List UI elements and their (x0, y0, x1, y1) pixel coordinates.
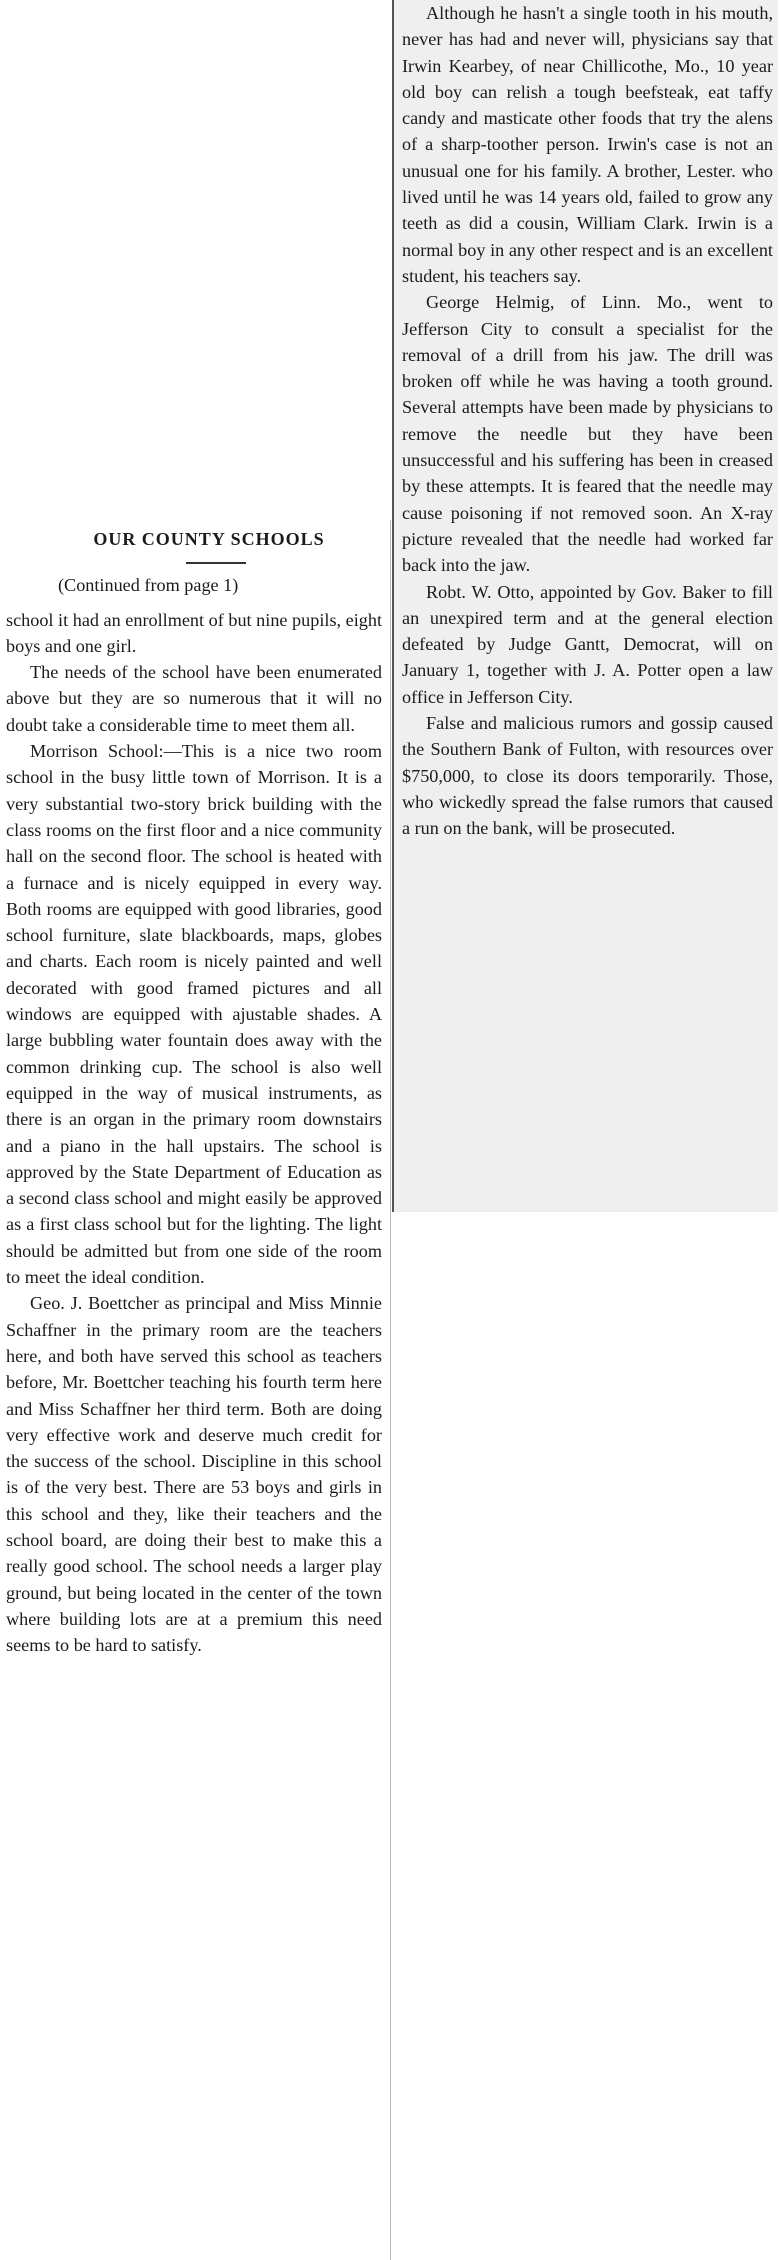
paragraph-morrison-school: Morrison School:—This is a nice two room school in the busy little town of Morrison. It is a very substantial two-story brick building with the class rooms on the first floor and a nice community hall on the second floor. The school is heated with a furnace and is nicely equipped in every way. Both rooms are equipped with good libraries, good school furniture, slate blackboards, maps, globes and charts. Each room is nicely painted and well decorated with good framed pictures and all windows are equipped with ajustable shades. A large bubbling water fountain does away with the common drinking cup. The school is also well equipped in the way of musical instruments, as there is an organ in the primary room downstairs and a piano in the hall upstairs. The school is approved by the State Department of Education as a second class school and might easily be approved as a first class school but for the lighting. The light should be admitted but from one side of the room to meet the ideal condition. (6, 741, 382, 1288)
article-toothless-boy: Although he hasn't a single tooth in his mouth, never has had and never will, physicians say that Irwin Kearbey, of near Chillicothe, Mo., 10 year old boy can relish a tough beefsteak, eat taffy candy and masticate other foods that try the alens of a sharp-toother person. Irwin's case is not an unusual one for his family. A brother, Lester. who lived until he was 14 years old, failed to grow any teeth as did a cousin, William Clark. Irwin is a normal boy in any other respect and is an excellent student, his teachers say. (402, 3, 773, 286)
column-divider (390, 520, 391, 2260)
paragraph-needs: The needs of the school have been enumerated above but they are so numerous that it will no doubt take a considerable time to meet them all. (6, 662, 382, 735)
lead-paragraph: school it had an enrollment of but nine pupils, eight boys and one girl. (6, 609, 382, 656)
headline-rule (186, 562, 246, 564)
article-drill-in-jaw: George Helmig, of Linn. Mo., went to Jefferson City to consult a specialist for the removal of a drill from his jaw. The drill was broken off while he was having a tooth ground. Several attempts have been made by physicians to remove the needle but they have been unsuccessful and his suffering has been in creased by these attempts. It is feared that the needle may cause poisoning if not removed soon. An X-ray picture revealed that the needle had worked far back into the jaw. (402, 292, 773, 576)
left-column-schools-article (0, 526, 388, 1658)
article-law-office: Robt. W. Otto, appointed by Gov. Baker to fill an unexpired term and at the general election defeated by Judge Gantt, Democrat, will on January 1, together with J. A. Potter open a law office in Jefferson City. (402, 581, 773, 707)
right-column-articles (392, 0, 778, 1212)
paragraph-teachers: Geo. J. Boettcher as principal and Miss Minnie Schaffner in the primary room are the teachers here, and both have served this school as teachers before, Mr. Boettcher teaching his fourth term here and Miss Schaffner her third term. Both are doing very effective work and deserve much credit for the success of the school. Discipline in this school is of the very best. There are 53 boys and girls in this school and they, like their teachers and the school board, are doing their best to make this a really good school. The school needs a larger play ground, but being located in the center of the town where building lots are at a premium this need seems to be hard to satisfy. (6, 1293, 382, 1656)
article-bank-rumors: False and malicious rumors and gossip caused the Southern Bank of Fulton, with resources over $750,000, to close its doors temporarily. Those, who wickedly spread the false rumors that caused a run on the bank, will be prosecuted. (402, 713, 773, 839)
article-headline: OUR COUNTY SCHOOLS (93, 529, 325, 549)
continued-notice: (Continued from page 1) (58, 575, 239, 596)
